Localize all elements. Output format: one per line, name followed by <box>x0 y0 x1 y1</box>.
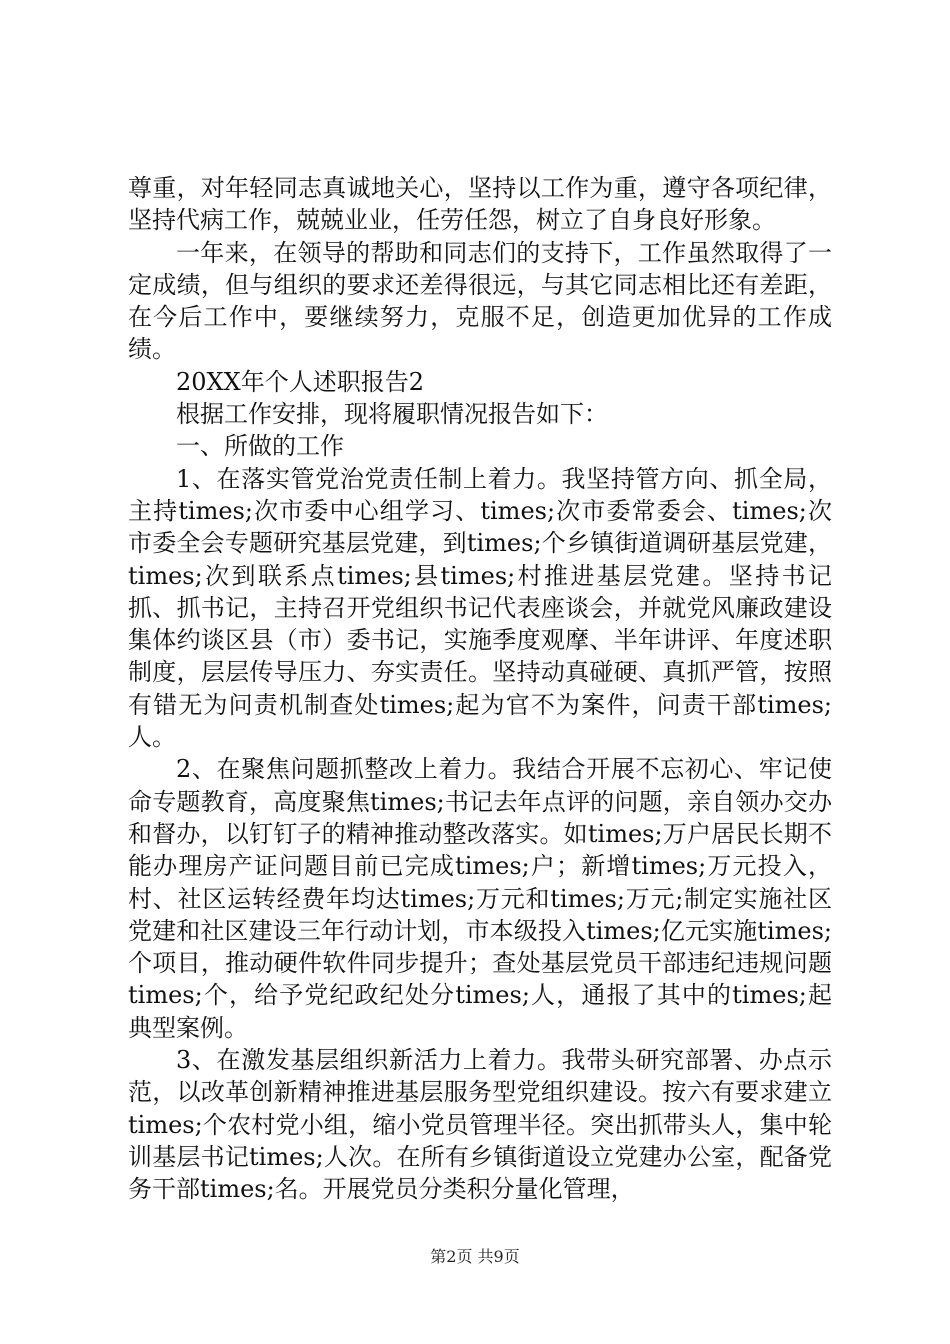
report-title: 20XX年个人述职报告2 <box>176 367 424 396</box>
section-heading: 一、所做的工作 <box>176 432 344 461</box>
paragraph-item-1: 1、在落实管党治党责任制上着力。我坚持管方向、抓全局，主持times;次市委中心组学习、times;次市委常委会、times;次市委全会专题研究基层党建，到times;个乡镇街道调研基层党建，times;次到联系点times;县times;村推进基层党建。坚持书记抓、抓书记，主持召开党组织书记代表座谈会，并就党风廉政建设集体约谈区县（市）委书记，实施季度观摩、半年讲评、年度述职制度，层层传导压力、夯实责任。坚持动真碰硬、真抓严管，按照有错无为问责机制查处times;起为官不为案件，问责干部times;人。 <box>128 464 832 752</box>
document-body <box>128 172 832 1206</box>
page-number-footer: 第2页 共9页 <box>430 1247 520 1266</box>
paragraph-item-3: 3、在激发基层组织新活力上着力。我带头研究部署、办点示范，以改革创新精神推进基层服务型党组织建设。按六有要求建立times;个农村党小组，缩小党员管理半径。突出抓带头人，集中轮训基层书记times;人次。在所有乡镇街道设立党建办公室，配备党务干部times;名。开展党员分类积分量化管理， <box>128 1046 832 1204</box>
paragraph-summary: 一年来，在领导的帮助和同志们的支持下，工作虽然取得了一定成绩，但与组织的要求还差得很远，与其它同志相比还有差距，在今后工作中，要继续努力，克服不足，创造更加优异的工作成绩。 <box>128 238 832 364</box>
paragraph-continuation: 尊重，对年轻同志真诚地关心，坚持以工作为重，遵守各项纪律，坚持代病工作，兢兢业业，任劳任怨，树立了自身良好形象。 <box>128 174 832 235</box>
paragraph-item-2: 2、在聚焦问题抓整改上着力。我结合开展不忘初心、牢记使命专题教育，高度聚焦times;书记去年点评的问题，亲自领办交办和督办，以钉钉子的精神推动整改落实。如times;万户居民长期不能办理房产证问题目前已完成times;户；新增times;万元投入，村、社区运转经费年均达times;万元和times;万元;制定实施社区党建和社区建设三年行动计划，市本级投入times;亿元实施times;个项目，推动硬件软件同步提升；查处基层党员干部违纪违规问题times;个，给予党纪政纪处分times;人，通报了其中的times;起典型案例。 <box>128 755 832 1042</box>
report-intro: 根据工作安排，现将履职情况报告如下： <box>176 400 608 429</box>
